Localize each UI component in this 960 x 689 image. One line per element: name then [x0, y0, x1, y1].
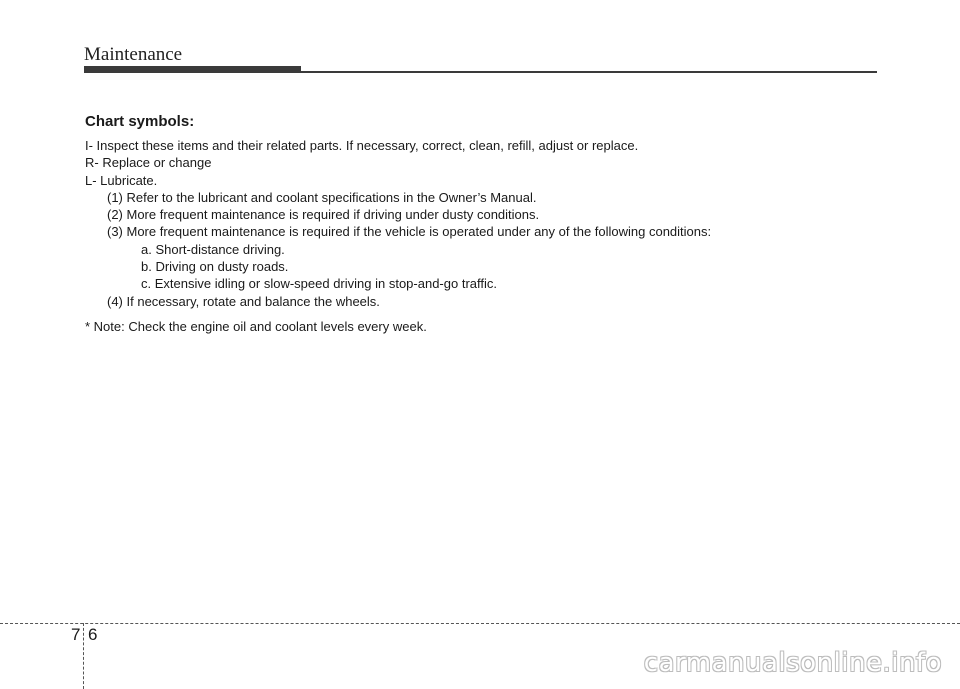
chapter-number: 7 — [71, 625, 81, 644]
watermark: carmanualsonline.info — [643, 648, 942, 678]
footer-divider-horizontal — [0, 623, 960, 624]
chart-symbols-section — [85, 112, 905, 335]
chart-symbols-heading: Chart symbols: — [85, 113, 195, 130]
symbol-lubricate: L- Lubricate. — [85, 172, 158, 188]
condition-a: a. Short-distance driving. — [141, 241, 285, 257]
page-number: 6 — [88, 625, 98, 644]
header-rule-thin — [84, 71, 877, 73]
note-4: (4) If necessary, rotate and balance the wheels. — [107, 293, 380, 309]
condition-c: c. Extensive idling or slow-speed driving in stop-and-go traffic. — [141, 276, 497, 292]
symbol-replace: R- Replace or change — [85, 155, 212, 171]
note-2: (2) More frequent maintenance is required if driving under dusty conditions. — [107, 207, 540, 223]
section-title: Maintenance — [84, 44, 183, 65]
condition-b: b. Driving on dusty roads. — [141, 259, 289, 275]
symbol-inspect: I- Inspect these items and their related parts. If necessary, correct, clean, refill, adjust or replace. — [85, 138, 639, 153]
note-3: (3) More frequent maintenance is required if the vehicle is operated under any of the following conditions: — [107, 224, 712, 240]
footer-divider-vertical — [83, 623, 84, 689]
footnote: * Note: Check the engine oil and coolant levels every week. — [85, 318, 427, 334]
note-1: (1) Refer to the lubricant and coolant specifications in the Owner’s Manual. — [107, 189, 537, 205]
